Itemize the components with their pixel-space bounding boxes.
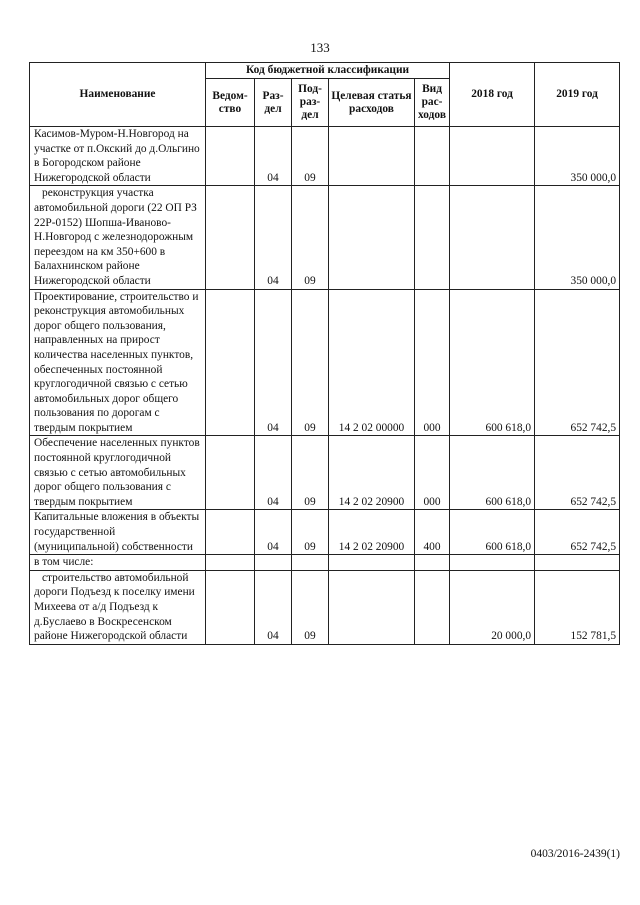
- cell-2019: 652 742,5: [535, 289, 620, 436]
- table-row: [30, 555, 620, 571]
- header-podrazdel: Под-раз-дел: [292, 79, 329, 127]
- cell-2018: 20 000,0: [450, 570, 535, 644]
- cell-vedomstvo: [206, 510, 255, 555]
- cell-target: 14 2 02 00000: [329, 289, 415, 436]
- table-body: [30, 127, 620, 645]
- cell-podrazdel: 09: [292, 436, 329, 510]
- cell-name: реконструкция участка автомобильной дороги (22 ОП РЗ 22Р-0152) Шопша-Иваново-Н.Новгород с железнодорожным переездом на км 350+600 в Балахнинском районе Нижегородской области: [30, 186, 206, 289]
- cell-name: Обеспечение населенных пунктов постоянной круглогодичной связью с сетью автомобильных дорог общего пользования с твердым покрытием: [30, 436, 206, 510]
- cell-vid: 400: [415, 510, 450, 555]
- cell-target: [329, 127, 415, 186]
- cell-2019: 652 742,5: [535, 436, 620, 510]
- cell-podrazdel: 09: [292, 127, 329, 186]
- cell-2019: 350 000,0: [535, 127, 620, 186]
- cell-razdel: 04: [255, 186, 292, 289]
- cell-vid: [415, 127, 450, 186]
- cell-name: Проектирование, строительство и реконструкция автомобильных дорог общего пользования, направленных на прирост количества населенных пунктов, обеспеченных постоянной круглогодичной связью с сетью автомобильных дорог общего пользования по дорогам с твердым покрытием: [30, 289, 206, 436]
- table-row: [30, 570, 620, 644]
- table-row: [30, 510, 620, 555]
- table-header: [30, 63, 620, 127]
- header-2018: 2018 год: [450, 63, 535, 127]
- page-number: 133: [310, 40, 330, 55]
- cell-2018: 600 618,0: [450, 289, 535, 436]
- cell-podrazdel: 09: [292, 289, 329, 436]
- cell-vedomstvo: [206, 186, 255, 289]
- cell-target: [329, 570, 415, 644]
- cell-razdel: 04: [255, 510, 292, 555]
- cell-2018: [450, 186, 535, 289]
- cell-vedomstvo: [206, 570, 255, 644]
- cell-vid: [415, 570, 450, 644]
- cell-name: Касимов-Муром-Н.Новгород на участке от п.Окский до д.Ольгино в Богородском районе Нижегородской области: [30, 127, 206, 186]
- header-name: Наименование: [30, 63, 206, 127]
- cell-2019: 652 742,5: [535, 510, 620, 555]
- table-row: [30, 289, 620, 436]
- cell-name: строительство автомобильной дороги Подъезд к поселку имени Михеева от а/д Подъезд к д.Буслаево в Воскресенском районе Нижегородской области: [30, 570, 206, 644]
- cell-2018: 600 618,0: [450, 436, 535, 510]
- header-2019: 2019 год: [535, 63, 620, 127]
- cell-target: 14 2 02 20900: [329, 436, 415, 510]
- table-row: [30, 127, 620, 186]
- cell-target: [329, 186, 415, 289]
- cell-2019: [535, 555, 620, 571]
- cell-razdel: 04: [255, 570, 292, 644]
- table-row: [30, 436, 620, 510]
- cell-vid: 000: [415, 289, 450, 436]
- cell-razdel: [255, 555, 292, 571]
- header-vedomstvo: Ведом-ство: [206, 79, 255, 127]
- cell-podrazdel: 09: [292, 510, 329, 555]
- cell-target: 14 2 02 20900: [329, 510, 415, 555]
- header-target: Целевая статья расходов: [329, 79, 415, 127]
- cell-vid: 000: [415, 436, 450, 510]
- cell-razdel: 04: [255, 127, 292, 186]
- cell-vid: [415, 555, 450, 571]
- cell-razdel: 04: [255, 289, 292, 436]
- cell-razdel: 04: [255, 436, 292, 510]
- header-code-group: Код бюджетной классификации: [206, 63, 450, 79]
- header-razdel: Раз-дел: [255, 79, 292, 127]
- table-row: [30, 186, 620, 289]
- cell-2019: 350 000,0: [535, 186, 620, 289]
- cell-2018: 600 618,0: [450, 510, 535, 555]
- header-vid: Вид рас-ходов: [415, 79, 450, 127]
- cell-name: Капитальные вложения в объекты государственной (муниципальной) собственности: [30, 510, 206, 555]
- cell-2018: [450, 555, 535, 571]
- budget-table: [29, 62, 620, 645]
- cell-name: в том числе:: [30, 555, 206, 571]
- cell-vedomstvo: [206, 555, 255, 571]
- cell-podrazdel: 09: [292, 186, 329, 289]
- cell-vedomstvo: [206, 127, 255, 186]
- cell-podrazdel: 09: [292, 570, 329, 644]
- cell-2019: 152 781,5: [535, 570, 620, 644]
- cell-vedomstvo: [206, 436, 255, 510]
- cell-podrazdel: [292, 555, 329, 571]
- cell-2018: [450, 127, 535, 186]
- document-id: 0403/2016-2439(1): [530, 848, 620, 860]
- cell-vedomstvo: [206, 289, 255, 436]
- cell-vid: [415, 186, 450, 289]
- cell-target: [329, 555, 415, 571]
